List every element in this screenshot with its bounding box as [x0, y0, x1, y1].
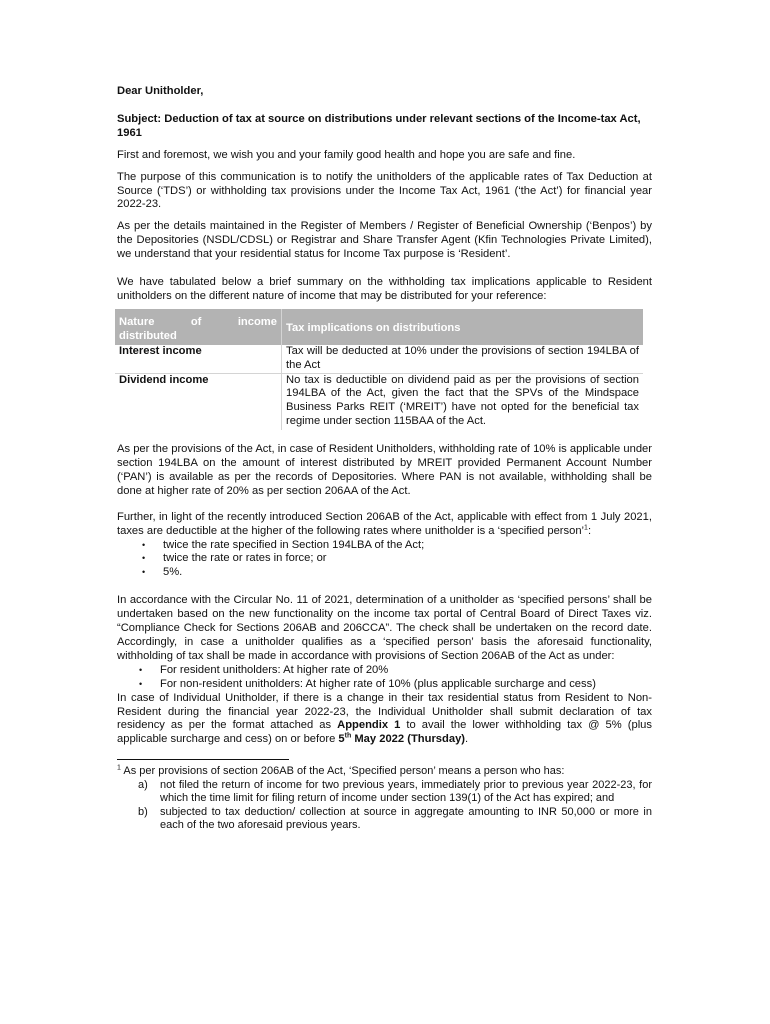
row-nature: Dividend income	[115, 373, 282, 430]
table-row	[115, 345, 643, 373]
footnote-number: 1	[117, 764, 121, 772]
header-nature	[115, 309, 282, 345]
subject-line: Subject: Deduction of tax at source on distributions under relevant sections of the Income-tax Act, 1961	[117, 112, 641, 139]
greeting: Dear Unitholder,	[117, 85, 204, 97]
list-item: • 5%.	[117, 566, 652, 580]
tax-summary-table	[115, 309, 643, 430]
list-item: • twice the rate specified in Section 194LBA of the Act;	[117, 539, 652, 553]
footnote-marker: b)	[138, 805, 148, 818]
details-paragraph: As per the details maintained in the Register of Members / Register of Beneficial Ownership (‘Benpos’) by the Depositories (NSDL/CDSL) or Registrar and Share Transfer Agent (Kfin Technologies Private Limited), we understand that your residential status for Income Tax purpose is ‘Resident’.	[117, 220, 652, 261]
individual-paragraph	[117, 692, 652, 748]
individual-text-2: to avail the lower withholding tax @ 5% (plus applicable surcharge and cess) on or before	[117, 719, 652, 746]
individual-end: .	[465, 733, 469, 746]
letter-body	[117, 85, 652, 833]
footnote-item-text: not filed the return of income for two previous years, immediately prior to previous year 2022-23, for which the time limit for filing return of income under section 139(1) of the Act has expired; and	[160, 778, 652, 805]
further-text: Further, in light of the recently introduced Section 206AB of the Act, applicable with effect from 1 July 2021, taxes are deductible at the higher of the following rates where unitholder is a ‘specified person’	[117, 510, 652, 537]
appendix-reference: Appendix 1	[337, 719, 401, 732]
footnote-item-text: subjected to tax deduction/ collection at source in aggregate amounting to INR 50,000 or more in each of the two aforesaid previous years.	[160, 805, 652, 832]
header-tax-implications: Tax implications on distributions	[282, 309, 644, 345]
footnote	[117, 765, 652, 833]
footnote-reference: 1	[584, 523, 588, 531]
header-nature-word-4: distributed	[119, 329, 177, 342]
further-colon: :	[587, 524, 592, 537]
header-nature-word-1: Nature	[119, 315, 155, 328]
circular-paragraph: In accordance with the Circular No. 11 of 2021, determination of a unitholder as ‘specified persons’ shall be undertaken based on the new functionality on the income tax portal of Central Board of Direct Taxes viz. “Compliance Check for Sections 206AB and 206CCA”. The check shall be undertaken on the record date. Accordingly, in case a unitholder qualifies as a ‘specified person’ basis the aforesaid functionality, withholding of tax shall be made in accordance with provisions of Section 206AB of the Act as under:	[117, 594, 652, 662]
list-item: • For resident unitholders: At higher rate of 20%	[117, 664, 652, 678]
list-item: • For non-resident unitholders: At higher rate of 10% (plus applicable surcharge and cess)	[117, 678, 652, 692]
list-item: • twice the rate or rates in force; or	[117, 552, 652, 566]
deadline-ordinal: th	[344, 732, 352, 740]
further-paragraph	[117, 511, 652, 539]
deadline-rest: May 2022 (Thursday)	[351, 733, 466, 746]
footnote-list	[117, 779, 652, 833]
row-implication: No tax is deductible on dividend paid as per the provisions of section 194LBA of the Act, given the fact that the SPVs of the Mindspace Business Parks REIT (‘MREIT’) have not opted for the beneficial tax regime under section 115BAA of the Act.	[286, 373, 639, 428]
rates-list	[117, 539, 652, 581]
header-nature-word-2: of	[190, 315, 202, 328]
deadline-day: 5	[338, 733, 345, 746]
table-header-row	[115, 309, 643, 345]
row-nature: Interest income	[115, 345, 282, 373]
purpose-paragraph: The purpose of this communication is to notify the unitholders of the applicable rates of Tax Deduction at Source (‘TDS’) or withholding tax provisions under the Income Tax Act, 1961 (‘the Act’) for financial year 2022-23.	[117, 170, 652, 211]
table-row	[115, 373, 643, 430]
row-implication: Tax will be deducted at 10% under the provisions of section 194LBA of the Act	[282, 345, 644, 373]
list-item	[117, 779, 652, 806]
header-nature-word-3: income	[237, 315, 277, 328]
footnote-intro	[117, 765, 652, 779]
tabulated-paragraph: We have tabulated below a brief summary on the withholding tax implications applicable to Resident unitholders on the different nature of income that may be distributed for your reference:	[117, 276, 652, 302]
footnote-text: As per provisions of section 206AB of the Act, ‘Specified person’ means a person who has:	[120, 765, 565, 778]
resident-paragraph: As per the provisions of the Act, in case of Resident Unitholders, withholding rate of 10% is applicable under section 194LBA on the amount of interest distributed by MREIT provided Permanent Account Number (‘PAN’) is available as per the records of Depositories. Where PAN is not available, withholding shall be done at higher rate of 20% as per section 206AA of the Act.	[117, 443, 652, 497]
deadline	[338, 733, 465, 745]
specified-person-list	[117, 664, 652, 692]
intro-paragraph: First and foremost, we wish you and your family good health and hope you are safe and fine.	[117, 148, 576, 161]
footnote-marker: a)	[138, 778, 148, 791]
footnote-divider	[117, 759, 289, 760]
list-item	[117, 806, 652, 833]
individual-text-1: In case of Individual Unitholder, if there is a change in their tax residential status from Resident to Non-Resident during the financial year 2022-23, the Individual Unitholder shall submit declaration of tax residency as per the format attached as	[117, 691, 652, 732]
